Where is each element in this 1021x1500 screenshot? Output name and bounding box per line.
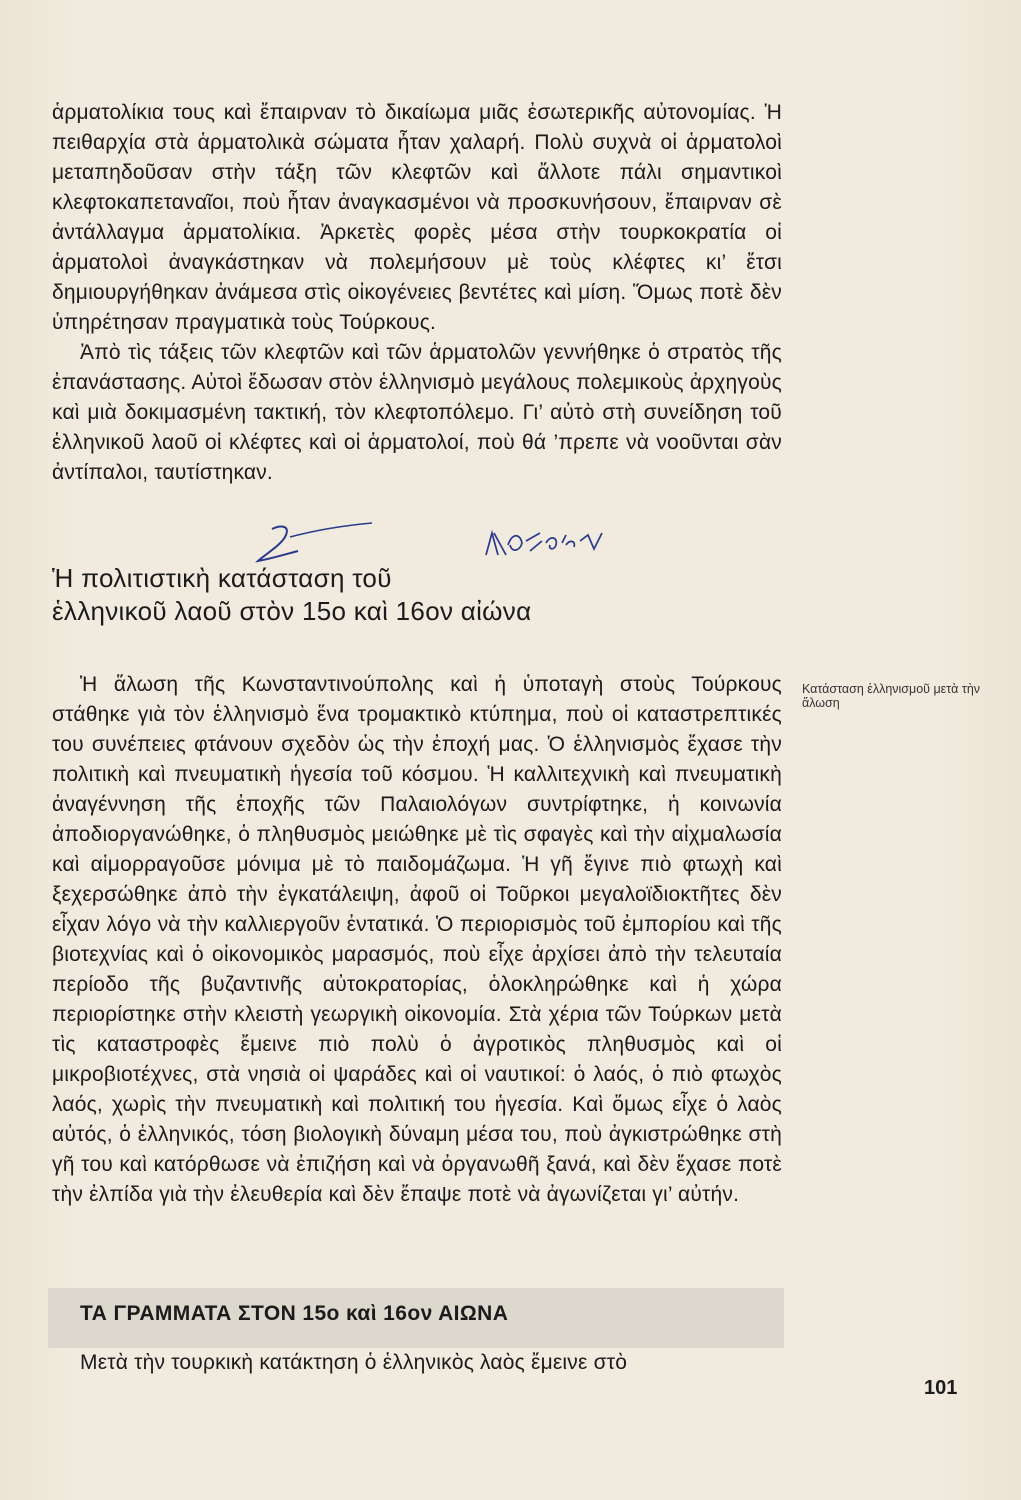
final-line: Μετὰ τὴν τουρκικὴ κατάκτηση ὁ ἑλληνικὸς λαὸς ἔμεινε στὸ [80, 1351, 628, 1374]
marginal-note: Κατάσταση ἑλληνισμοῦ μετὰ τὴν ἅλωση [802, 682, 981, 710]
show-through-ghost [860, 118, 980, 138]
section-heading [52, 562, 752, 628]
paragraph: Ἀπὸ τὶς τάξεις τῶν κλεφτῶν καὶ τῶν ἁρματολῶν γεννήθηκε ὁ στρατὸς τῆς ἐπανάστασης. Αὐτοὶ ἔδωσαν στὸν ἑλληνισμὸ μεγάλους πολεμικοὺς ἀρχηγοὺς καὶ μιὰ δοκιμασμένη τακτική, τὸν κλεφτοπόλεμο. Γι’ αὐτὸ στὴ συνείδηση τοῦ ἑλληνικοῦ λαοῦ οἱ κλέφτες καὶ οἱ ἁρματολοί, ποὺ θά ’πρεπε νὰ νοοῦνται σὰν ἀντίπαλοι, ταυτίστηκαν. [52, 341, 782, 484]
page-number: 101 [924, 1377, 958, 1399]
section-heading-line: Ἡ πολιτιστικὴ κατάσταση τοῦ [52, 563, 392, 593]
paragraph: Ἡ ἅλωση τῆς Κωνσταντινούπολης καὶ ἡ ὑποταγὴ στοὺς Τούρκους στάθηκε γιὰ τὸν ἑλληνισμὸ ἕνα τρομακτικὸ κτύπημα, ποὺ οἱ καταστρεπτικές του συνέπειες φτάνουν σχεδὸν ὡς τὴν ἐποχή μας. Ὁ ἑλληνισμὸς ἔχασε τὴν πολιτικὴ καὶ πνευματικὴ ἡγεσία τοῦ κόσμου. Ἡ καλλιτεχνικὴ καὶ πνευματικὴ ἀναγέννηση τῆς ἐποχῆς τῶν Παλαιολόγων συντρίφτηκε, ἡ κοινωνία ἀποδιοργανώθηκε, ὁ πληθυσμὸς μειώθηκε μὲ τὶς σφαγὲς καὶ τὴν αἰχμαλωσία καὶ αἱμορραγοῦσε μόνιμα μὲ τὸ παιδομάζωμα. Ἡ γῆ ἔγινε πιὸ φτωχὴ καὶ ξεχερσώθηκε ἀπὸ τὴν ἐγκατάλειψη, ἀφοῦ οἱ Τοῦρκοι μεγαλοϊδιοκτῆτες δὲν εἶχαν λόγο νὰ τὴν καλλιεργοῦν ἐντατικά. Ὁ περιορισμὸς τοῦ ἐμπορίου καὶ τῆς βιοτεχνίας καὶ ὁ οἰκονομικὸς μαρασμός, ποὺ εἶχε ἀρχίσει ἀπὸ τὴν τελευταία περίοδο τῆς βυζαντινῆς αὐτοκρατορίας, ὁλοκληρώθηκε καὶ ἡ χώρα περιορίστηκε στὴν κλειστὴ γεωργικὴ οἰκονομία. Στὰ χέρια τῶν Τούρκων μετὰ τὶς καταστροφὲς ἔμεινε πιὸ πολὺ ὁ ἀγροτικὸς πληθυσμὸς καὶ οἱ μικροβιοτέχνες, στὰ νησιὰ οἱ ψαράδες καὶ οἱ ναυτικοί: ὁ λαός, ὁ πιὸ φτωχὸς λαός, χωρὶς τὴν πνευματικὴ καὶ πολιτική του ἡγεσία. Καὶ ὅμως εἶχε ὁ λαὸς αὐτός, ὁ ἑλληνικός, τόση βιολογικὴ δύναμη μέσα του, ποὺ ἀγκιστρώθηκε στὴ γῆ του καὶ κατόρθωσε νὰ ἐπιζήση καὶ νὰ ὀργανωθῆ ξανά, καὶ δὲν ἔχασε ποτὲ τὴν ἐλπίδα γιὰ τὴν ἐλευθερία καὶ δὲν ἔπαψε ποτὲ νὰ ἀγωνίζεται γι’ αὐτήν. [52, 673, 782, 1206]
top-text-block [52, 98, 782, 488]
section-heading-line: ἑλληνικοῦ λαοῦ στὸν 15ο καὶ 16ον αἰώνα [52, 596, 532, 626]
paragraph: ἁρματολίκια τους καὶ ἔπαιρναν τὸ δικαίωμα μιᾶς ἐσωτερικῆς αὐτονομίας. Ἡ πειθαρχία στὰ ἁρματολικὰ σώματα ἦταν χαλαρή. Πολὺ συχνὰ οἱ ἁρματολοὶ μεταπηδοῦσαν στὴν τάξη τῶν κλεφτῶν καὶ ἄλλοτε πάλι σημαντικοὶ κλεφτοκαπεταναῖοι, ποὺ ἦταν ἀναγκασμένοι νὰ προσκυνήσουν, ἔπαιρναν σὲ ἀντάλλαγμα ἁρματολίκια. Ἀρκετὲς φορὲς μέσα στὴν τουρκοκρατία οἱ ἁρματολοὶ ἀναγκάστηκαν νὰ πολεμήσουν μὲ τοὺς κλέφτες κι’ ἔτσι δημιουργήθηκαν ἀνάμεσα στὶς οἰκογένειες βεντέτες καὶ μίση. Ὅμως ποτὲ δὲν ὑπηρέτησαν πραγματικὰ τοὺς Τούρκους. [52, 101, 782, 334]
subheading: ΤΑ ΓΡΑΜΜΑΤΑ ΣΤΟΝ 15ο καὶ 16ον ΑΙΩΝΑ [80, 1302, 509, 1325]
main-text-block [52, 670, 782, 1210]
